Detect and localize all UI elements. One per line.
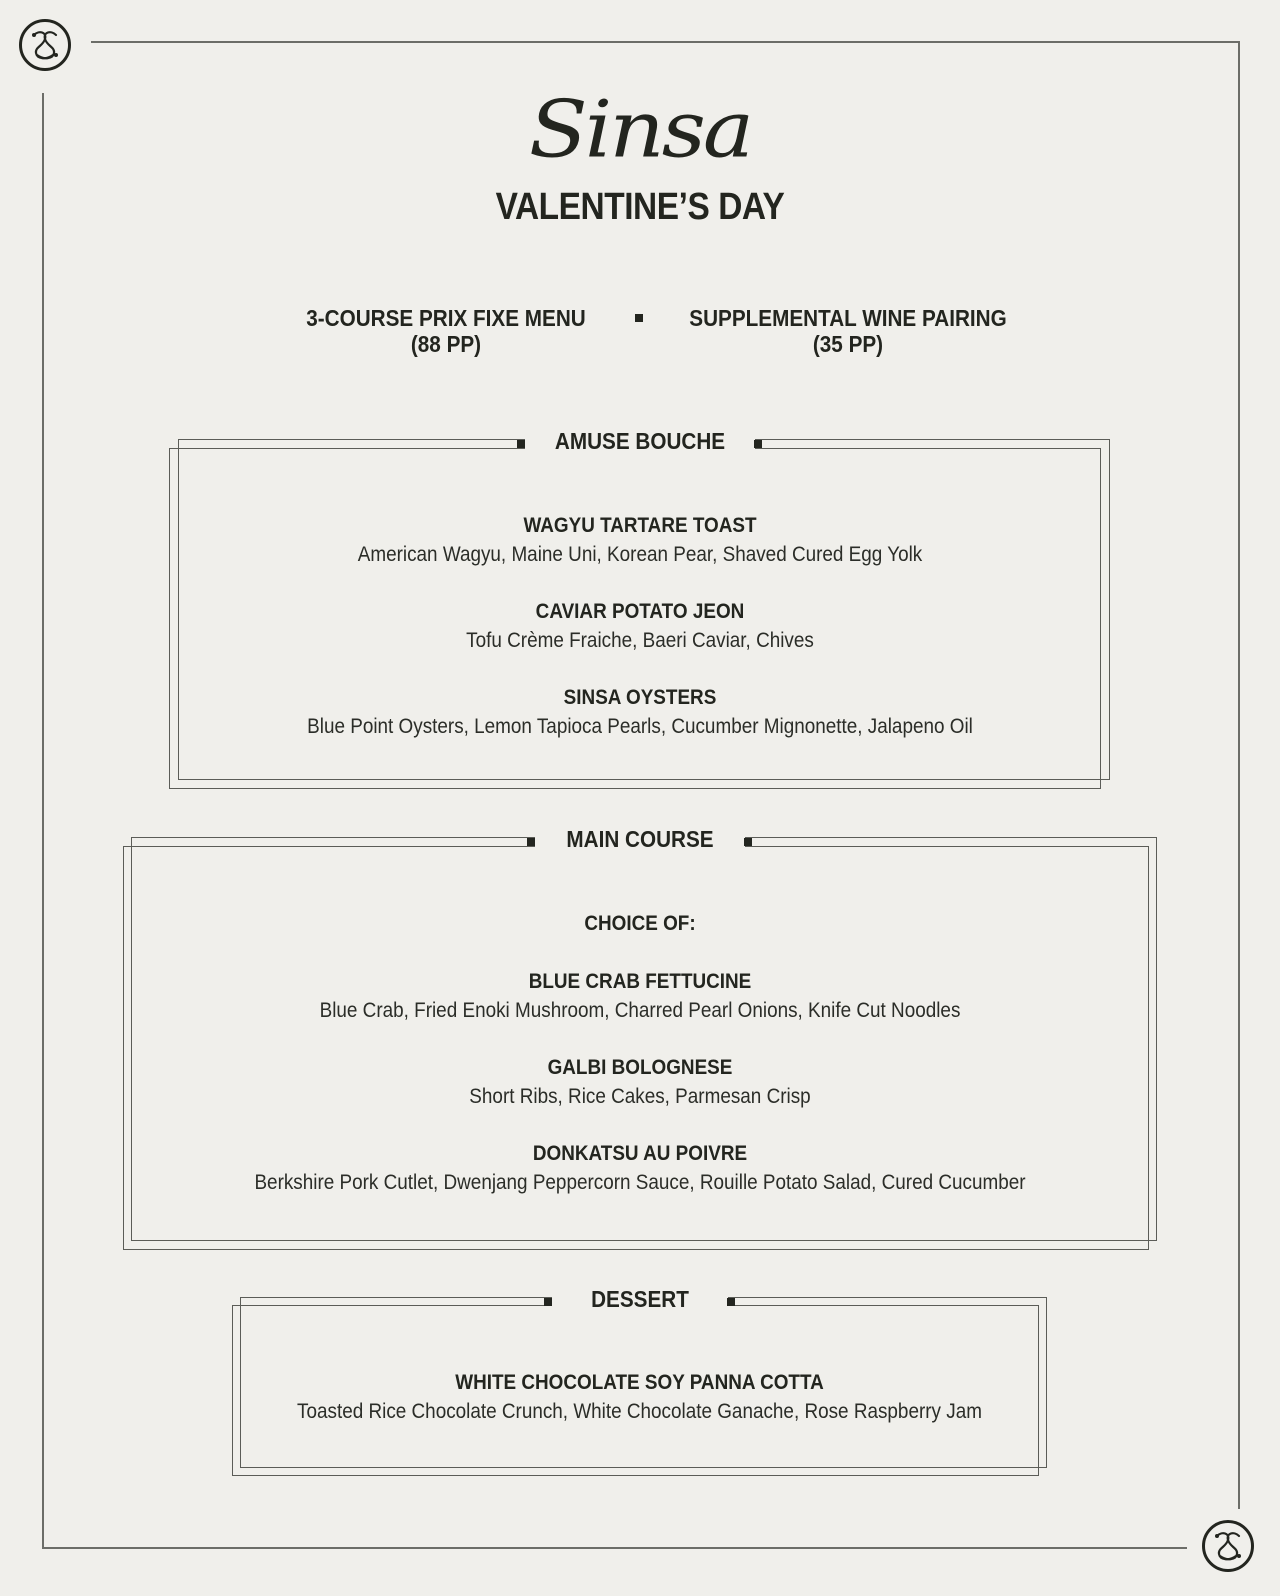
separator-dot: [635, 314, 643, 322]
sinsa-monogram-icon: [1201, 1519, 1255, 1573]
page-subtitle: VALENTINE’S DAY: [495, 186, 785, 228]
menu-item: [131, 1054, 1149, 1140]
dish-description: Blue Point Oysters, Lemon Tapioca Pearls, Cucumber Mignonette, Jalapeno Oil: [307, 715, 973, 738]
dish-name: BLUE CRAB FETTUCINE: [528, 970, 752, 993]
choice-label: CHOICE OF:: [584, 912, 696, 935]
border-left: [42, 93, 44, 1548]
dessert-items: [240, 1369, 1039, 1427]
dish-description: Toasted Rice Chocolate Crunch, White Chocolate Ganache, Rose Raspberry Jam: [297, 1400, 982, 1423]
dish-description: American Wagyu, Maine Uni, Korean Pear, Shaved Cured Egg Yolk: [357, 543, 923, 566]
menu-item: [178, 684, 1102, 742]
dish-name: WHITE CHOCOLATE SOY PANNA COTTA: [455, 1371, 824, 1394]
dish-name: SINSA OYSTERS: [563, 686, 717, 709]
wine-pairing-label: SUPPLEMENTAL WINE PAIRING: [689, 305, 1007, 331]
border-top: [91, 41, 1239, 43]
menu-item: [178, 598, 1102, 684]
menu-item: [131, 1140, 1149, 1198]
prix-fixe-price: (88 PP): [410, 331, 482, 357]
border-right: [1238, 41, 1240, 1509]
title-cap-left: [527, 838, 535, 846]
title-cap-left: [517, 440, 525, 448]
brand-logo-text: Sinsa: [528, 84, 752, 176]
menu-item: [131, 968, 1149, 1054]
title-cap-right: [754, 440, 762, 448]
section-title: MAIN COURSE: [555, 826, 726, 853]
menu-item: [240, 1369, 1039, 1427]
title-cap-right: [727, 1298, 735, 1306]
dish-description: Berkshire Pork Cutlet, Dwenjang Peppercorn Sauce, Rouille Potato Salad, Cured Cucumber: [254, 1171, 1026, 1194]
sinsa-monogram-icon: [18, 18, 72, 72]
prix-fixe-pricing: [275, 305, 617, 357]
dish-description: Tofu Crème Fraiche, Baeri Caviar, Chives: [466, 629, 814, 652]
wine-pairing-pricing: [677, 305, 1019, 357]
title-cap-right: [744, 838, 752, 846]
menu-item: [178, 512, 1102, 598]
amuse-items: [178, 512, 1102, 742]
dish-name: WAGYU TARTARE TOAST: [523, 514, 757, 537]
section-title: DESSERT: [577, 1286, 703, 1313]
dish-name: GALBI BOLOGNESE: [547, 1056, 733, 1079]
dish-description: Blue Crab, Fried Enoki Mushroom, Charred Pearl Onions, Knife Cut Noodles: [319, 999, 961, 1022]
title-cap-left: [544, 1298, 552, 1306]
main-items: [131, 910, 1149, 1198]
wine-pairing-price: (35 PP): [812, 331, 884, 357]
dish-description: Short Ribs, Rice Cakes, Parmesan Crisp: [469, 1085, 811, 1108]
section-title: AMUSE BOUCHE: [550, 428, 730, 455]
prix-fixe-label: 3-COURSE PRIX FIXE MENU: [306, 305, 586, 331]
dish-name: DONKATSU AU POIVRE: [532, 1142, 748, 1165]
border-bottom: [42, 1547, 1187, 1549]
dish-name: CAVIAR POTATO JEON: [535, 600, 745, 623]
